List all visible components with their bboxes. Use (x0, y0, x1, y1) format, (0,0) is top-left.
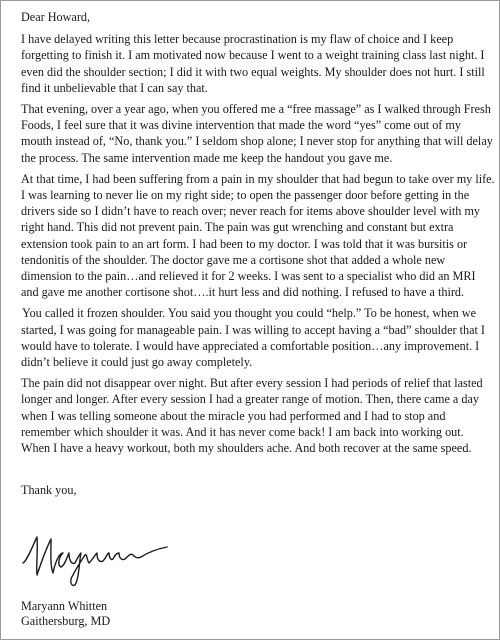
signature-drawing (17, 523, 177, 589)
paragraph-2: That evening, over a year ago, when you offered me a “free massage” as I walked through Fresh Foods, I feel sure that it was divine intervention that made the word “yes” come out of my mouth instead of, “No, thank you.” I seldom shop alone; I never stop for anything that will delay the process. The same intervention made me keep the handout you gave me. (21, 102, 493, 165)
signer-location: Gaithersburg, MD (21, 614, 111, 628)
paragraph-3: At that time, I had been suffering from a pain in my shoulder that had begun to take over my life. I was learning to never lie on my right side; to open the passenger door before getting in the drivers side so I didn’t have to reach over; never reach for items above shoulder level with my right hand. This did not prevent pain. The pain was gut wrenching and constant but extra extension took pain to an art form. I had been to my doctor. I was told that it was bursitis or tendonitis of the shoulder. The doctor gave me a cortisone shot that added a whole new dimension to the pain…and relieved it for 2 weeks. I was sent to a specialist who did an MRI and gave me another cortisone shot….it hurt less and did nothing. I refused to have a third. (21, 171, 495, 300)
handwritten-signature (17, 523, 177, 589)
paragraph-4: You called it frozen shoulder. You said you thought you could “help.” To be honest, when we started, I was going for manageable pain. I was willing to accept having a “bad” shoulder that I would have to tolerate. I would have appreciated a comfortable position…any improvement. I didn’t believe it could just go away completely. (21, 306, 485, 370)
paragraph-5: The pain did not disappear over night. But after every session I had periods of relief that lasted longer and longer. After every session I had a greater range of motion. Then, there came a day when I was telling someone about the miracle you had performed and I had to stop and remember which shoulder it was. And it has never come back! I am back into working out. When I have a heavy workout, both my shoulders ache. And both recover at the same speed. (21, 376, 483, 456)
closing: Thank you, (21, 483, 77, 498)
signer-name: Maryann Whitten (21, 599, 108, 613)
paragraph-1: I have delayed writing this letter because procrastination is my flaw of choice and I keep forgetting to finish it. I am motivated now because I went to a weight training class last night. I even did the shoulder section; I did it with two equal weights. My shoulder does not hurt. I still find it unbelievable that I can say that. (21, 32, 485, 95)
letter-body (21, 9, 495, 498)
salutation: Dear Howard, (21, 10, 91, 24)
